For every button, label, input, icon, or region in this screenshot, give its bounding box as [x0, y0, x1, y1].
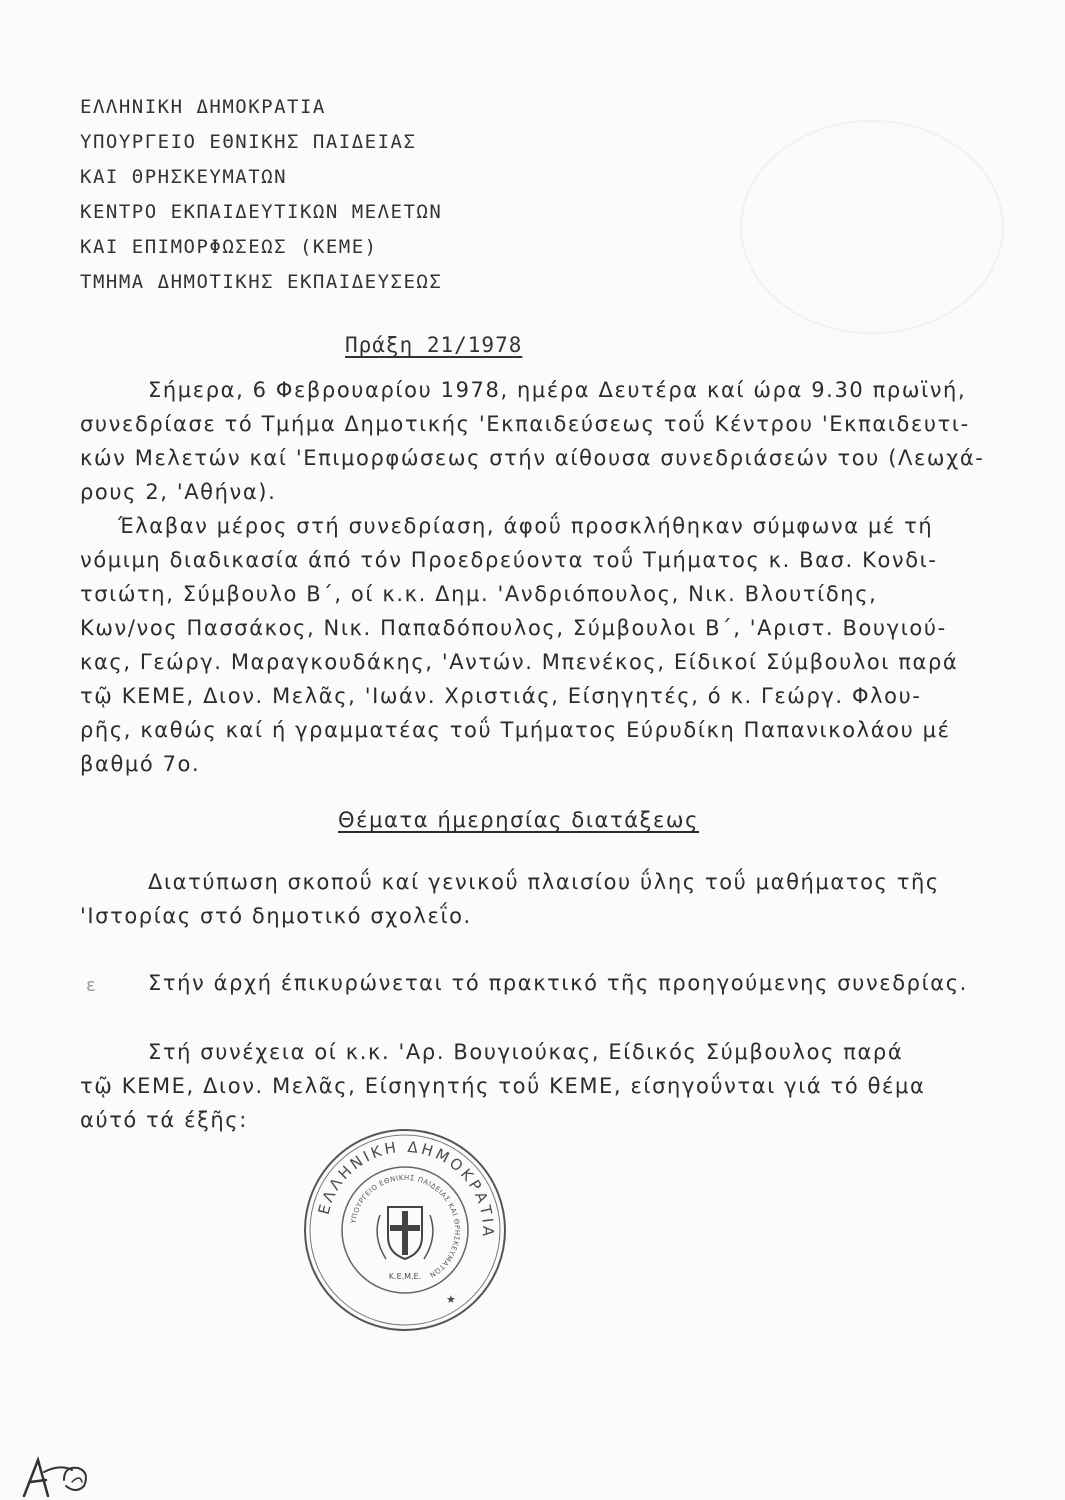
- margin-mark: ε: [86, 975, 96, 996]
- svg-text:ΥΠΟΥΡΓΕΙΟ ΕΘΝΙΚΗΣ ΠΑΙΔΕΙΑΣ ΚΑΙ: ΥΠΟΥΡΓΕΙΟ ΕΘΝΙΚΗΣ ΠΑΙΔΕΙΑΣ ΚΑΙ ΘΡΗΣΚΕΥΜΑΤΩΝ: [349, 1173, 462, 1280]
- letterhead: [80, 90, 442, 300]
- paragraph-line: 'Ιστορίας στό δημοτικό σχολεΐο.: [80, 904, 472, 928]
- paragraph-line: Κων/νος Πασσάκος, Νικ. Παπαδόπουλος, Σύμβουλοι Β΄, 'Αριστ. Βουγιού-: [80, 616, 947, 640]
- intro-paragraph: [80, 373, 1045, 509]
- paragraph-line: συνεδρίασε τό Τμήμα Δημοτικής 'Εκπαιδεύσεως τοΰ Κέντρου 'Εκπαιδευτι-: [80, 412, 970, 436]
- paragraph-line: Στήν άρχή έπικυρώνεται τό πρακτικό τῆς προηγούμενης συνεδρίας.: [148, 971, 968, 995]
- act-title: Πράξη 21/1978: [345, 333, 523, 357]
- paragraph-line: κας, Γεώργ. Μαραγκουδάκης, 'Αντών. Μπενέκος, Είδικοί Σύμβουλοι παρά: [80, 650, 959, 674]
- paragraph-line: κών Μελετών καί 'Επιμορφώσεως στήν αίθουσα συνεδριάσεών του (Λεωχά-: [80, 446, 985, 470]
- paragraph-line: τῷ ΚΕΜΕ, Διον. Μελᾶς, 'Ιωάν. Χριστιάς, Είσηγητές, ό κ. Γεώργ. Φλου-: [80, 684, 922, 708]
- paragraph-line: αύτό τά έξῆς:: [80, 1108, 248, 1132]
- letterhead-line: ΚΑΙ ΘΡΗΣΚΕΥΜΑΤΩΝ: [80, 166, 288, 188]
- official-seal: [300, 1125, 510, 1335]
- paragraph-line: τσιώτη, Σύμβουλο Β΄, οί κ.κ. Δημ. 'Ανδριόπουλος, Νικ. Βλουτίδης,: [80, 582, 878, 606]
- paragraph-line: ρους 2, 'Αθήνα).: [80, 480, 277, 504]
- svg-text:ΕΛΛΗΝΙΚΗ ΔΗΜΟΚΡΑΤΙΑ: ΕΛΛΗΝΙΚΗ ΔΗΜΟΚΡΑΤΙΑ: [314, 1137, 498, 1240]
- paragraph-line: τῷ ΚΕΜΕ, Διον. Μελᾶς, Είσηγητής τοΰ ΚΕΜΕ, είσηγοΰνται γιά τό θέμα: [80, 1074, 926, 1098]
- paragraph-line: Σήμερα, 6 Φεβρουαρίου 1978, ημέρα Δευτέρα καί ώρα 9.30 πρωϊνή,: [148, 378, 967, 402]
- seal-star-icon: ★: [446, 1293, 456, 1306]
- coat-of-arms-icon: [377, 1207, 433, 1259]
- paragraph-line: Διατύπωση σκοποΰ καί γενικοΰ πλαισίου ΰλης τοΰ μαθήματος τῆς: [148, 870, 940, 894]
- paragraph-line: Έλαβαν μέρος στή συνεδρίαση, άφοΰ προσκλήθηκαν σύμφωνα μέ τή: [118, 514, 934, 538]
- svg-text:Κ.Ε.Μ.Ε.: Κ.Ε.Μ.Ε.: [388, 1272, 422, 1281]
- letterhead-line: ΚΕΝΤΡΟ ΕΚΠΑΙΔΕΥΤΙΚΩΝ ΜΕΛΕΤΩΝ: [80, 201, 443, 223]
- paragraph-line: ρῆς, καθώς καί ή γραμματέας τοΰ Τμήματος Εύρυδίκη Παπανικολάου μέ: [80, 718, 951, 742]
- paragraph-line: βαθμό 7ο.: [80, 752, 201, 776]
- paragraph-line: νόμιμη διαδικασία άπό τόν Προεδρεύοντα τοΰ Τμήματος κ. Βασ. Κονδι-: [80, 548, 938, 572]
- ratify-paragraph: [80, 966, 1045, 1000]
- bleed-through-mark: [740, 120, 1004, 334]
- agenda-title: Θέματα ήμερησίας διατάξεως: [338, 808, 700, 832]
- agenda-paragraph: [80, 865, 1045, 933]
- letterhead-line: ΤΜΗΜΑ ΔΗΜΟΤΙΚΗΣ ΕΚΠΑΙΔΕΥΣΕΩΣ: [80, 271, 443, 293]
- letterhead-line: ΥΠΟΥΡΓΕΙΟ ΕΘΝΙΚΗΣ ΠΑΙΔΕΙΑΣ: [80, 131, 417, 153]
- letterhead-line: ΚΑΙ ΕΠΙΜΟΡΦΩΣΕΩΣ (ΚΕΜΕ): [80, 236, 378, 258]
- participants-paragraph: [80, 509, 1045, 781]
- handwritten-initials: [20, 1452, 110, 1500]
- proposal-paragraph: [80, 1035, 1045, 1137]
- paragraph-line: Στή συνέχεια οί κ.κ. 'Αρ. Βουγιούκας, Είδικός Σύμβουλος παρά: [148, 1040, 904, 1064]
- letterhead-line: ΕΛΛΗΝΙΚΗ ΔΗΜΟΚΡΑΤΙΑ: [80, 96, 326, 118]
